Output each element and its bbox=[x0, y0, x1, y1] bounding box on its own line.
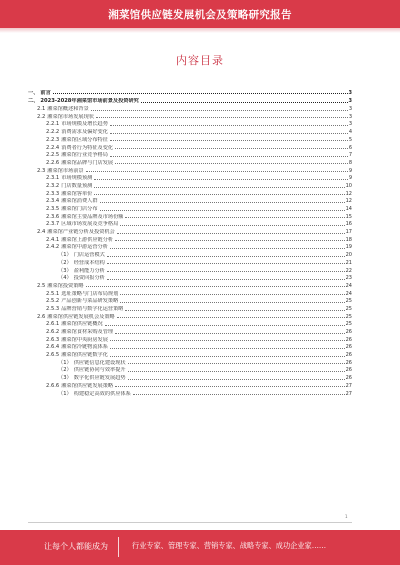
toc-entry-page: 25 bbox=[345, 313, 352, 320]
toc-entry[interactable] bbox=[28, 151, 352, 159]
toc-leader-dots bbox=[94, 179, 347, 180]
toc-entry-title: 湘菜馆市场发展现状 bbox=[47, 113, 94, 120]
toc-entry-title: 消费者行为特征及变化 bbox=[61, 144, 114, 151]
toc-leader-dots bbox=[115, 240, 345, 241]
toc-entry-page: 27 bbox=[345, 390, 352, 397]
toc-leader-dots bbox=[110, 348, 345, 349]
toc-leader-dots bbox=[110, 356, 345, 357]
toc-entry-number: 2.6.1 bbox=[46, 321, 60, 328]
toc-entry-page: 25 bbox=[345, 305, 352, 312]
toc-entry-page: 20 bbox=[345, 252, 352, 259]
toc-leader-dots bbox=[110, 156, 348, 157]
toc-entry-page: 22 bbox=[345, 267, 352, 274]
toc-entry[interactable] bbox=[28, 304, 352, 312]
toc-entry-page: 26 bbox=[345, 344, 352, 351]
toc-entry-title: 投资回报分析 bbox=[73, 275, 105, 282]
toc-leader-dots bbox=[115, 386, 345, 387]
toc-entry-page: 17 bbox=[345, 229, 352, 236]
toc-entry-page: 3 bbox=[348, 121, 352, 128]
toc-leader-dots bbox=[128, 379, 345, 380]
toc-entry-page: 25 bbox=[345, 321, 352, 328]
toc-leader-dots bbox=[120, 294, 344, 295]
toc-entry-number: 一、 bbox=[28, 89, 39, 96]
toc-leader-dots bbox=[105, 325, 345, 326]
toc-entry[interactable] bbox=[28, 274, 352, 282]
toc-leader-dots bbox=[91, 110, 348, 111]
toc-entry-number: 2.3.4 bbox=[46, 198, 60, 205]
toc-leader-dots bbox=[94, 194, 344, 195]
toc-entry-number: （1） bbox=[58, 390, 72, 397]
toc-leader-dots bbox=[110, 340, 345, 341]
toc-entry-page: 3 bbox=[348, 98, 352, 105]
toc-entry-title: 构建稳定高效的供应体系 bbox=[73, 390, 131, 397]
toc-entry-number: 2.2.3 bbox=[46, 136, 60, 143]
toc-leader-dots bbox=[107, 279, 345, 280]
toc-entry[interactable] bbox=[28, 358, 352, 366]
toc-entry-number: （2） bbox=[58, 367, 72, 374]
toc-entry[interactable] bbox=[28, 373, 352, 381]
toc-entry-title: 湘菜馆客单价 bbox=[61, 190, 93, 197]
toc-leader-dots bbox=[96, 117, 348, 118]
toc-entry-title: 湘菜馆消费人群 bbox=[61, 198, 98, 205]
toc-leader-dots bbox=[117, 317, 345, 318]
toc-entry-number: （4） bbox=[58, 275, 72, 282]
toc-entry[interactable] bbox=[28, 343, 352, 351]
toc-leader-dots bbox=[107, 263, 345, 264]
toc-leader-dots bbox=[128, 363, 345, 364]
toc-entry[interactable] bbox=[28, 235, 352, 243]
table-of-contents bbox=[28, 87, 352, 397]
toc-entry-page: 4 bbox=[348, 129, 352, 136]
toc-entry[interactable] bbox=[28, 281, 352, 289]
toc-entry-page: 25 bbox=[345, 298, 352, 305]
toc-entry-number: 2.6.3 bbox=[46, 336, 60, 343]
content-divider bbox=[28, 522, 352, 523]
toc-entry[interactable] bbox=[28, 135, 352, 143]
toc-entry-page: 26 bbox=[345, 336, 352, 343]
toc-heading: 内容目录 bbox=[176, 54, 224, 67]
toc-entry-number: 2.5.1 bbox=[46, 290, 60, 297]
toc-entry-page: 8 bbox=[348, 159, 352, 166]
toc-entry-title: 湘菜馆概述和背景 bbox=[47, 106, 89, 113]
toc-entry-number: 2.3.2 bbox=[46, 182, 60, 189]
toc-entry-number: 2.4.1 bbox=[46, 236, 60, 243]
toc-leader-dots bbox=[86, 171, 348, 172]
toc-entry-number: 2.3.3 bbox=[46, 190, 60, 197]
toc-entry[interactable] bbox=[28, 320, 352, 328]
toc-entry-page: 7 bbox=[348, 152, 352, 159]
toc-leader-dots bbox=[100, 210, 345, 211]
toc-leader-dots bbox=[125, 217, 344, 218]
toc-entry-title: 供应链协同与效率提升 bbox=[73, 367, 126, 374]
toc-entry-number: 2.6.5 bbox=[46, 352, 60, 359]
toc-entry[interactable] bbox=[28, 227, 352, 235]
toc-leader-dots bbox=[115, 333, 345, 334]
toc-entry[interactable] bbox=[28, 181, 352, 189]
toc-entry-title: 湘菜馆供应链发展策略 bbox=[61, 382, 114, 389]
toc-entry-page: 3 bbox=[348, 113, 352, 120]
toc-entry-page: 14 bbox=[345, 206, 352, 212]
toc-leader-dots bbox=[117, 233, 345, 234]
toc-entry[interactable] bbox=[28, 250, 352, 258]
toc-entry-title: 前言 bbox=[40, 89, 51, 96]
toc-entry-title: 湘菜馆中央厨房发展 bbox=[61, 336, 108, 343]
toc-entry[interactable] bbox=[28, 174, 352, 182]
report-footer bbox=[0, 530, 400, 565]
toc-entry-page: 26 bbox=[345, 352, 352, 359]
toc-entry-page: 24 bbox=[345, 290, 352, 297]
footer-divider bbox=[118, 537, 119, 557]
toc-entry-number: 2.4.2 bbox=[46, 244, 60, 251]
toc-entry-title: 数字化供应链发展趋势 bbox=[73, 375, 126, 382]
toc-entry-page: 3 bbox=[348, 106, 352, 113]
toc-entry-page: 18 bbox=[345, 236, 352, 243]
toc-entry-page: 16 bbox=[345, 221, 352, 228]
toc-entry-page: 26 bbox=[345, 329, 352, 335]
toc-entry-title: 湘菜馆产业链分析及投资机会 bbox=[47, 229, 115, 236]
toc-entry-number: 2.5.2 bbox=[46, 298, 60, 305]
toc-entry-page: 21 bbox=[345, 259, 352, 266]
toc-entry-title: 门店数量预测 bbox=[61, 182, 93, 189]
toc-entry-number: 2.5.3 bbox=[46, 305, 60, 312]
toc-entry-page: 15 bbox=[345, 213, 352, 220]
toc-entry-title: 湘菜馆供应链概况 bbox=[61, 321, 103, 328]
toc-entry-title: 盈利能力分析 bbox=[73, 267, 105, 274]
toc-entry[interactable] bbox=[28, 220, 352, 228]
toc-entry-title: 湘菜馆投资策略 bbox=[47, 282, 84, 289]
toc-entry-title: 湘菜馆行业竞争格局 bbox=[61, 152, 108, 159]
toc-entry-number: 2.4 bbox=[37, 229, 46, 236]
toc-entry[interactable] bbox=[28, 143, 352, 151]
toc-leader-dots bbox=[100, 202, 345, 203]
toc-entry[interactable] bbox=[28, 112, 352, 120]
toc-entry-number: 2.3.6 bbox=[46, 213, 60, 220]
toc-entry[interactable] bbox=[28, 327, 352, 335]
toc-entry[interactable] bbox=[28, 88, 352, 96]
header-shade bbox=[0, 28, 400, 33]
toc-entry-number: 2.6.4 bbox=[46, 344, 60, 351]
toc-entry-title: 湘菜馆上游供应链分析 bbox=[61, 236, 114, 243]
toc-entry-page: 3 bbox=[348, 89, 352, 96]
toc-entry-page: 27 bbox=[345, 382, 352, 389]
toc-leader-dots bbox=[120, 302, 344, 303]
toc-leader-dots bbox=[110, 248, 345, 249]
toc-entry-page: 19 bbox=[345, 244, 352, 251]
toc-entry[interactable] bbox=[28, 381, 352, 389]
toc-entry-number: 2.6 bbox=[37, 313, 46, 320]
toc-entry-number: 2.2 bbox=[37, 113, 46, 120]
toc-entry-title: 供应链信息化建设现状 bbox=[73, 359, 126, 366]
toc-entry-page: 26 bbox=[345, 359, 352, 366]
toc-entry-title: 湘菜馆市场前景 bbox=[47, 167, 84, 174]
toc-entry-number: 二、 bbox=[28, 98, 39, 105]
toc-leader-dots bbox=[120, 225, 344, 226]
toc-entry[interactable] bbox=[28, 389, 352, 397]
toc-entry[interactable] bbox=[28, 104, 352, 112]
toc-entry-title: 区域市场发展及竞争格局 bbox=[61, 221, 119, 228]
toc-entry-number: 2.1 bbox=[37, 106, 46, 113]
toc-entry-number: 2.2.4 bbox=[46, 144, 60, 151]
toc-entry-title: 市场规模预测 bbox=[61, 175, 93, 182]
toc-entry-page: 24 bbox=[345, 282, 352, 289]
toc-entry[interactable] bbox=[28, 212, 352, 220]
toc-entry[interactable] bbox=[28, 204, 352, 212]
toc-entry-number: 2.2.5 bbox=[46, 152, 60, 159]
toc-entry-number: （3） bbox=[58, 267, 72, 274]
toc-entry[interactable] bbox=[28, 127, 352, 135]
toc-entry-title: 湘菜馆门店分布 bbox=[61, 206, 98, 212]
toc-entry-page: 10 bbox=[345, 182, 352, 189]
toc-leader-dots bbox=[107, 256, 345, 257]
report-title: 湘菜馆供应链发展机会及策略研究报告 bbox=[108, 8, 292, 21]
footer-slogan: 让每个人都能成为 bbox=[44, 542, 108, 551]
toc-entry[interactable] bbox=[28, 266, 352, 274]
footer-tagline: 行业专家、管理专家、营销专家、战略专家、成功企业家…… bbox=[132, 541, 327, 550]
toc-entry[interactable] bbox=[28, 258, 352, 266]
toc-entry-number: 2.6.2 bbox=[46, 329, 60, 335]
toc-entry-title: 湘菜馆中游运营分析 bbox=[61, 244, 108, 251]
toc-entry-number: 2.5 bbox=[37, 282, 46, 289]
toc-entry-title: 产品创新与菜品研发策略 bbox=[61, 298, 119, 305]
toc-entry-title: 门店运营模式 bbox=[73, 252, 105, 259]
toc-entry[interactable] bbox=[28, 120, 352, 128]
toc-entry-number: （2） bbox=[58, 259, 72, 266]
toc-entry[interactable] bbox=[28, 289, 352, 297]
toc-entry[interactable] bbox=[28, 350, 352, 358]
toc-entry-title: 消费需求及偏好变化 bbox=[61, 129, 108, 136]
toc-entry-title: 湘菜馆食材采购及管理 bbox=[61, 329, 114, 335]
toc-entry-title: 湘菜馆品牌与门店发展 bbox=[61, 159, 114, 166]
toc-entry-number: （1） bbox=[58, 252, 72, 259]
toc-entry-title: 湘菜馆区域分布特征 bbox=[61, 136, 108, 143]
toc-leader-dots bbox=[125, 310, 344, 311]
toc-entry-number: （1） bbox=[58, 359, 72, 366]
toc-entry-number: 2.3.7 bbox=[46, 221, 60, 228]
toc-leader-dots bbox=[110, 125, 348, 126]
toc-entry-number: 2.6.6 bbox=[46, 382, 60, 389]
toc-entry-title: 湘菜馆冷链物流体系 bbox=[61, 344, 108, 351]
toc-entry-page: 9 bbox=[348, 175, 352, 182]
toc-leader-dots bbox=[133, 394, 345, 395]
toc-entry[interactable] bbox=[28, 197, 352, 205]
toc-entry-title: 市场规模及增长趋势 bbox=[61, 121, 108, 128]
toc-entry-title: 品牌营销与数字化运营策略 bbox=[61, 305, 124, 312]
toc-entry[interactable] bbox=[28, 366, 352, 374]
toc-leader-dots bbox=[53, 93, 348, 94]
toc-entry-page: 26 bbox=[345, 375, 352, 382]
toc-leader-dots bbox=[115, 163, 348, 164]
toc-leader-dots bbox=[128, 371, 345, 372]
toc-entry-page: 26 bbox=[345, 367, 352, 374]
toc-entry-page: 9 bbox=[348, 167, 352, 174]
toc-entry[interactable] bbox=[28, 297, 352, 305]
toc-entry-number: 2.2.2 bbox=[46, 129, 60, 136]
toc-entry[interactable] bbox=[28, 158, 352, 166]
toc-leader-dots bbox=[94, 187, 344, 188]
toc-entry[interactable] bbox=[28, 97, 352, 105]
toc-entry-number: （3） bbox=[58, 375, 72, 382]
toc-entry[interactable] bbox=[28, 312, 352, 320]
toc-entry-page: 12 bbox=[345, 190, 352, 197]
toc-entry-title: 2023-2028年湘菜馆市场前景及投资研究 bbox=[40, 98, 139, 105]
toc-entry-title: 湘菜馆供应链数字化 bbox=[61, 352, 108, 359]
toc-leader-dots bbox=[110, 133, 348, 134]
toc-leader-dots bbox=[115, 148, 348, 149]
report-header bbox=[0, 0, 400, 28]
toc-entry[interactable] bbox=[28, 189, 352, 197]
toc-entry-number: 2.2.6 bbox=[46, 159, 60, 166]
toc-entry-number: 2.2.1 bbox=[46, 121, 60, 128]
toc-entry-title: 湘菜馆主要品牌及市场份额 bbox=[61, 213, 124, 220]
toc-leader-dots bbox=[141, 102, 348, 103]
toc-entry-title: 经营成本结构 bbox=[73, 259, 105, 266]
toc-entry-number: 2.3.5 bbox=[46, 206, 60, 212]
toc-entry-number: 2.3 bbox=[37, 167, 46, 174]
toc-entry[interactable] bbox=[28, 335, 352, 343]
toc-entry-title: 湘菜馆供应链发展机会及策略 bbox=[47, 313, 115, 320]
toc-leader-dots bbox=[107, 271, 345, 272]
toc-entry-number: 2.3.1 bbox=[46, 175, 60, 182]
toc-leader-dots bbox=[86, 286, 345, 287]
toc-entry-page: 23 bbox=[345, 275, 352, 282]
toc-entry-title: 选址策略与门店布局规划 bbox=[61, 290, 119, 297]
toc-entry-page: 6 bbox=[348, 144, 352, 151]
toc-leader-dots bbox=[110, 140, 348, 141]
toc-entry[interactable] bbox=[28, 166, 352, 174]
toc-entry-page: 12 bbox=[345, 198, 352, 205]
toc-entry[interactable] bbox=[28, 243, 352, 251]
toc-entry-page: 5 bbox=[348, 136, 352, 143]
page-number: 1 bbox=[345, 514, 348, 519]
